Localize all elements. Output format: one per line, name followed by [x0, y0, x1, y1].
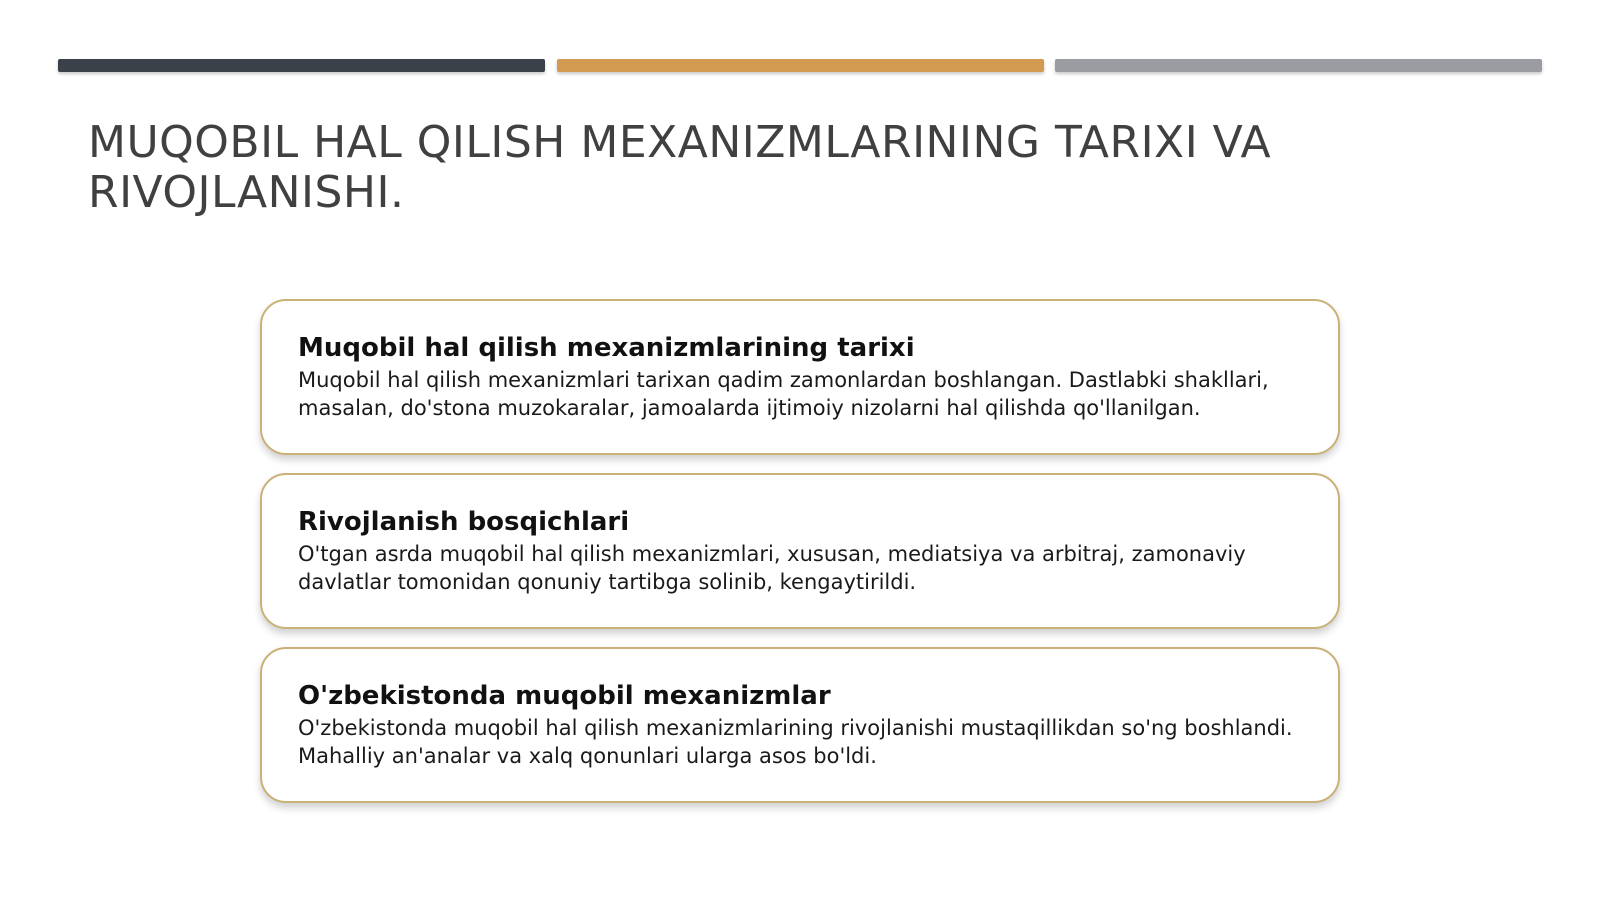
- top-bar-dark: [58, 59, 545, 72]
- card-history: [260, 299, 1340, 455]
- card-heading: Rivojlanish bosqichlari: [298, 507, 630, 537]
- top-bar-gray: [1055, 59, 1542, 72]
- card-uzbekistan: [260, 647, 1340, 803]
- card-heading: Muqobil hal qilish mexanizmlarining tarixi: [298, 333, 915, 363]
- card-text: Muqobil hal qilish mexanizmlari tarixan qadim zamonlardan boshlangan. Dastlabki shakllari, masalan, do'stona muzokaralar, jamoalarda ijtimoiy nizolarni hal qilishda qo'llanilgan.: [298, 368, 1269, 420]
- top-bar-orange: [557, 59, 1044, 72]
- card-heading: O'zbekistonda muqobil mexanizmlar: [298, 681, 831, 711]
- card-development-stages: [260, 473, 1340, 629]
- decorative-top-bars: [58, 59, 1542, 73]
- slide-title: MUQOBIL HAL QILISH MEXANIZMLARINING TARIXI VA RIVOJLANISHI.: [88, 117, 1272, 218]
- card-text: O'zbekistonda muqobil hal qilish mexanizmlarining rivojlanishi mustaqillikdan so'ng boshlandi. Mahalliy an'analar va xalq qonunlari ularga asos bo'ldi.: [298, 716, 1293, 768]
- card-text: O'tgan asrda muqobil hal qilish mexanizmlari, xususan, mediatsiya va arbitraj, zamonaviy davlatlar tomonidan qonuniy tartibga solinib, kengaytirildi.: [298, 542, 1246, 594]
